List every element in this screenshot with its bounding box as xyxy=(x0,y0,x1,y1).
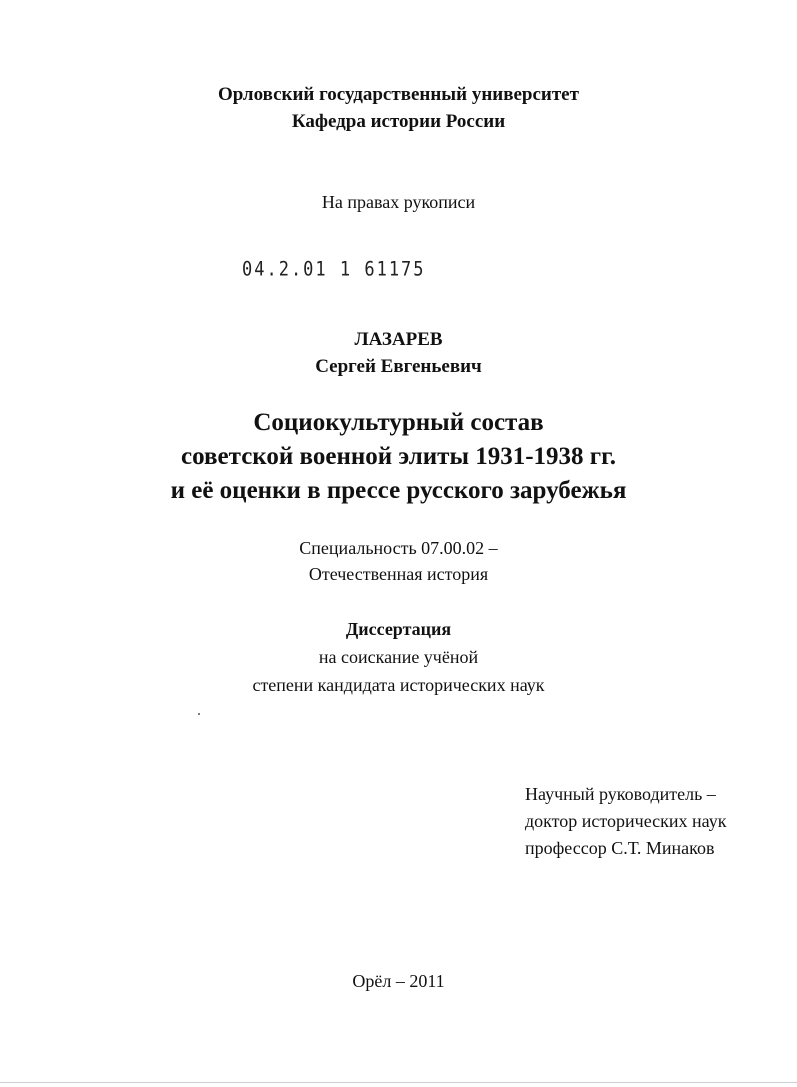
supervisor-name: профессор С.Т. Минаков xyxy=(525,838,715,858)
supervisor-role: Научный руководитель – xyxy=(525,784,716,804)
manuscript-note: На правах рукописи xyxy=(321,192,476,212)
author-surname: ЛАЗАРЕВ xyxy=(354,329,443,350)
thesis-title-line-1: Социокультурный состав xyxy=(253,409,544,436)
department-name: Кафедра истории России xyxy=(291,111,506,132)
registration-stamp: 04.2.01 1 61175 xyxy=(242,258,426,281)
university-name: Орловский государственный университет xyxy=(218,84,579,105)
dissertation-degree-line-2: степени кандидата исторических наук xyxy=(252,675,545,695)
author-name: Сергей Евгеньевич xyxy=(315,356,482,377)
dissertation-degree-line-1: на соискание учёной xyxy=(318,647,479,667)
place-and-year: Орёл – 2011 xyxy=(352,971,445,991)
supervisor-degree: доктор исторических наук xyxy=(525,811,727,831)
dissertation-label: Диссертация xyxy=(345,619,452,639)
thesis-title-line-3: и её оценки в прессе русского зарубежья xyxy=(170,477,627,504)
page-bottom-edge xyxy=(0,1082,797,1083)
scan-speck xyxy=(198,713,200,715)
thesis-title-line-2: советской военной элиты 1931-1938 гг. xyxy=(181,443,616,470)
specialty-code: Специальность 07.00.02 – xyxy=(299,538,498,558)
specialty-name: Отечественная история xyxy=(308,564,489,584)
